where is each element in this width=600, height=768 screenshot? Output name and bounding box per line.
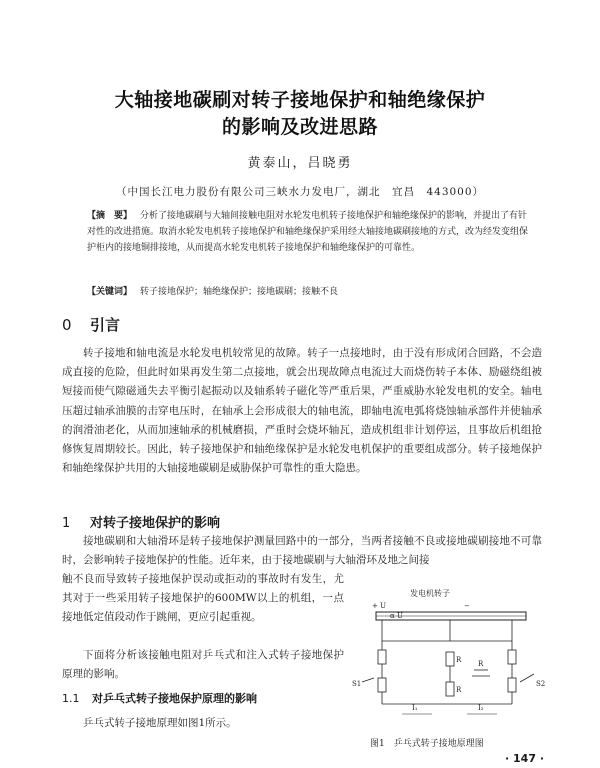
fig-label-s1: S1	[352, 680, 362, 688]
figure-caption: 图1 乒乓式转子接地原理图	[370, 739, 484, 749]
subsection-paragraph: 乒乓式转子接地原理如图1所示。	[83, 717, 237, 729]
section-heading-intro	[62, 314, 120, 335]
paper-title-line2: 的影响及改进思路	[221, 116, 378, 138]
fig-label-ra: R	[456, 656, 462, 664]
fig-label-minus: −	[464, 602, 470, 610]
section-title: 对转子接地保护的影响	[90, 516, 221, 531]
resistor-left-top	[378, 650, 386, 664]
abstract-label: 【摘 要】	[87, 211, 133, 221]
paper-title-line1: 大轴接地碳刷对转子接地保护和轴绝缘保护	[114, 89, 486, 111]
section-number: 0	[62, 316, 72, 334]
abstract	[87, 208, 535, 256]
section-heading-1	[62, 512, 220, 531]
switch-s1	[362, 678, 374, 682]
resistor-center	[446, 652, 454, 666]
section1-paragraph-2: 下面将分析该接触电阻对乒乓式和注入式转子接地保护原理的影响。	[62, 649, 344, 681]
fig-label-rb: R	[456, 686, 462, 694]
fig-top-label: 发电机转子	[410, 589, 450, 598]
subsection-title: 对乒乓式转子接地保护原理的影响	[92, 692, 257, 705]
affiliation: （中国长江电力股份有限公司三峡水力发电厂，湖北 宜昌 443000）	[115, 186, 485, 198]
fig-label-alpha-u: α U	[390, 612, 403, 620]
section1-paragraph-cont: 触不良而导致转子接地保护误动或拒动的事故时有发生，尤其对于一些采用转子接地保护的600MW以上的机组，一点接地低定值段动作于跳闸，更应引起重视。	[62, 573, 344, 624]
resistor-left-bottom	[378, 678, 386, 692]
section-title: 引言	[90, 316, 121, 334]
resistor-right-top	[508, 650, 516, 664]
fig-label-i2: I₂	[478, 704, 484, 712]
circuit-diagram	[352, 586, 552, 736]
keywords-text: 转子接地保护；轴绝缘保护；接地碳刷；接触不良	[140, 287, 339, 297]
section-number: 1	[62, 516, 71, 531]
page-number: · 147 ·	[505, 752, 544, 765]
abstract-text: 分析了接地碳刷与大轴间接触电阻对水轮发电机转子接地保护和轴绝缘保护的影响，并提出了有针对性的改进措施。取消水轮发电机转子接地保护和轴绝缘保护采用经大轴接地碳刷接地的方式，改为经发变组保护柜内的接地铜排接地，从而提高水轮发电机转子接地保护和轴绝缘保护的可靠性。	[87, 211, 529, 253]
authors: 黄泰山，吕晓勇	[247, 156, 353, 171]
fig-label-rg: R	[478, 660, 484, 668]
resistor-center-low	[446, 682, 454, 696]
switch-s2	[520, 674, 534, 682]
fig-label-s2: S2	[536, 680, 546, 688]
subsection-heading-1-1	[62, 690, 257, 706]
section1-paragraph: 接地碳刷和大轴滑环是转子接地保护测量回路中的一部分，当两者接触不良或接地碳刷接地不可靠时，会影响转子接地保护的性能。近年来，由于接地碳刷与大轴滑环及地之间接	[62, 535, 542, 567]
fig-label-plus-u: + U	[372, 602, 386, 610]
keywords-label: 【关键词】	[87, 287, 133, 297]
resistor-right-bottom	[508, 678, 516, 692]
intro-paragraph: 转子接地和轴电流是水轮发电机较常见的故障。转子一点接地时，由于没有形成闭合回路，不会造成直接的危险，但此时如果再发生第二点接地，就会出现故障点电流过大而烧伤转子本体、励磁绕组被短接而使气隙磁通失去平衡引起振动以及轴系转子磁化等严重后果，严重威胁水轮发电机的安全。轴电压超过轴承油膜的击穿电压时，在轴承上会形成很大的轴电流，即轴电流电弧将烧蚀轴承部件并使轴承的润滑油老化，从而加速轴承的机械磨损，严重时会烧坏轴瓦，造成机组非计划停运，且事故后机组抢修恢复周期较长。因此，转子接地保护和轴绝缘保护是水轮发电机保护的重要组成部分。转子接地保护和轴绝缘保护共用的大轴接地碳刷是威胁保护可靠性的重大隐患。	[62, 347, 542, 475]
subsection-number: 1.1	[62, 692, 80, 705]
fig-label-i1: I₁	[412, 704, 418, 712]
keywords	[87, 284, 535, 300]
